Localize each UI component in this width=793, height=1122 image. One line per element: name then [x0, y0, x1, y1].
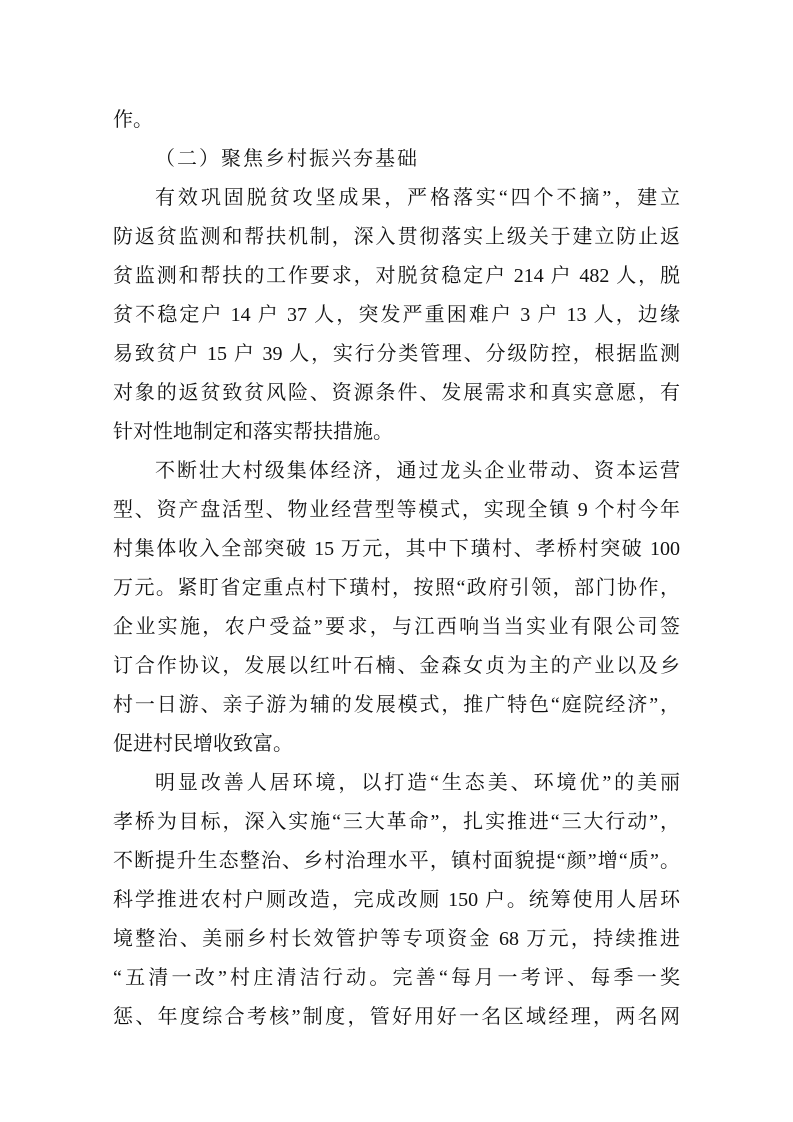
text-line: 不断壮大村级集体经济，通过龙头企业带动、资本运营 [155, 460, 680, 482]
text-line: 不断提升生态整治、乡村治理水平，镇村面貌提“颜”增“质”。 [113, 850, 680, 872]
text-line: 型、资产盘活型、物业经营型等模式，实现全镇 9 个村今年 [113, 499, 680, 521]
text-line: 贫监测和帮扶的工作要求，对脱贫稳定户 214 户 482 人，脱 [113, 265, 680, 287]
text-line: 万元。紧盯省定重点村下璜村，按照“政府引领，部门协作， [113, 577, 680, 599]
text-line: 明显改善人居环境，以打造“生态美、环境优”的美丽 [155, 772, 680, 794]
text-line: “五清一改”村庄清洁行动。完善“每月一考评、每季一奖 [113, 967, 680, 989]
text-line: 孝桥为目标，深入实施“三大革命”，扎实推进“三大行动”， [113, 811, 680, 833]
text-line: 促进村民增收致富。 [113, 733, 293, 755]
text-line: 有效巩固脱贫攻坚成果，严格落实“四个不摘”，建立 [155, 187, 680, 209]
text-line: 企业实施，农户受益”要求，与江西响当当实业有限公司签 [113, 616, 680, 638]
text-line: 惩、年度综合考核”制度，管好用好一名区域经理，两名网 [113, 1006, 680, 1028]
heading-text: （二）聚焦乡村振兴夯基础 [155, 148, 419, 170]
text-line: 针对性地制定和落实帮扶措施。 [113, 421, 393, 443]
text-line: 作。 [113, 109, 153, 131]
text-line: 村一日游、亲子游为辅的发展模式，推广特色“庭院经济”， [113, 694, 680, 716]
text-line: 防返贫监测和帮扶机制，深入贯彻落实上级关于建立防止返 [113, 226, 680, 248]
text-line: 订合作协议，发展以红叶石楠、金森女贞为主的产业以及乡 [113, 655, 680, 677]
text-line: 对象的返贫致贫风险、资源条件、发展需求和真实意愿，有 [113, 382, 680, 404]
text-line: 境整治、美丽乡村长效管护等专项资金 68 万元，持续推进 [113, 928, 680, 950]
text-line: 村集体收入全部突破 15 万元，其中下璜村、孝桥村突破 100 [113, 538, 680, 560]
text-line: 易致贫户 15 户 39 人，实行分类管理、分级防控，根据监测 [113, 343, 680, 365]
text-line: 科学推进农村户厕改造，完成改厕 150 户。统筹使用人居环 [113, 889, 680, 911]
text-line: 贫不稳定户 14 户 37 人，突发严重困难户 3 户 13 人，边缘 [113, 304, 680, 326]
